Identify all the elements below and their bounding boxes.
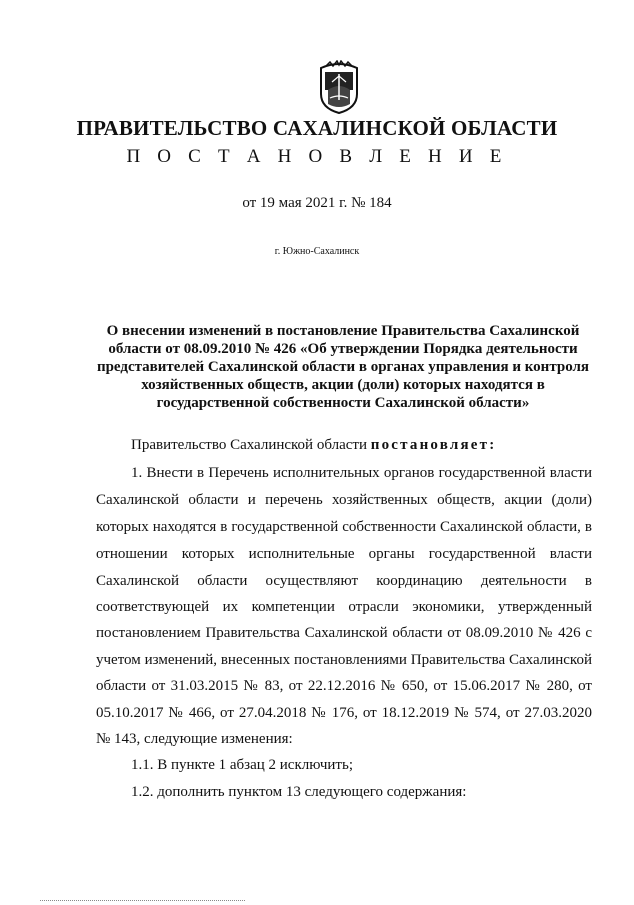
item1-line: 05.10.2017 № 466, от 27.04.2018 № 176, от 18.12.2019 № 574, от 27.03.2020 xyxy=(96,705,592,721)
item-1-1: 1.1. В пункте 1 абзац 2 исключить; xyxy=(131,757,353,773)
item1-line: которых находятся в государственной собственности Сахалинской области, в xyxy=(96,519,592,535)
document-subject xyxy=(0,322,634,412)
document-date-number: от 19 мая 2021 г. № 184 xyxy=(242,195,392,211)
item-1-2: 1.2. дополнить пунктом 13 следующего содержания: xyxy=(131,784,467,800)
subject-line: О внесении изменений в постановление Правительства Сахалинской xyxy=(106,323,580,339)
organization-title: ПРАВИТЕЛЬСТВО САХАЛИНСКОЙ ОБЛАСТИ xyxy=(76,116,558,140)
item1-line: Сахалинской области и перечень хозяйственных обществ, акции (доли) xyxy=(96,492,592,508)
page-bottom-rule xyxy=(40,900,245,901)
subject-line: государственной собственности Сахалинской области» xyxy=(156,395,530,411)
subject-line: представителей Сахалинской области в органах управления и контроля xyxy=(96,359,590,375)
item1-line: отношении которых исполнительные органы государственной власти xyxy=(96,546,592,562)
subject-line: хозяйственных обществ, акции (доли) которых находятся в xyxy=(141,377,545,393)
item1-line: 1. Внести в Перечень исполнительных органов государственной власти xyxy=(131,465,592,481)
coat-of-arms-icon xyxy=(318,60,360,114)
intro-text: Правительство Сахалинской области xyxy=(131,437,371,453)
item1-line: постановлением Правительства Сахалинской области от 08.09.2010 № 426 с xyxy=(96,625,592,641)
document-city: г. Южно-Сахалинск xyxy=(274,246,360,257)
item1-line: области от 31.03.2015 № 83, от 22.12.2016 № 650, от 15.06.2017 № 280, от xyxy=(96,678,592,694)
subject-line: области от 08.09.2010 № 426 «Об утверждении Порядка деятельности xyxy=(108,341,578,357)
intro-paragraph xyxy=(131,436,496,454)
document-type: П О С Т А Н О В Л Е Н И Е xyxy=(126,146,508,167)
item1-line: учетом изменений, внесенных постановлениями Правительства Сахалинской xyxy=(96,652,592,668)
item1-line-last: № 143, следующие изменения: xyxy=(96,731,293,747)
item1-line: Сахалинской области осуществляют координацию деятельности в xyxy=(96,573,592,589)
item1-line: соответствующей их компетенции отрасли экономики, утвержденный xyxy=(96,599,592,615)
intro-decree-word: постановляет: xyxy=(370,437,497,453)
